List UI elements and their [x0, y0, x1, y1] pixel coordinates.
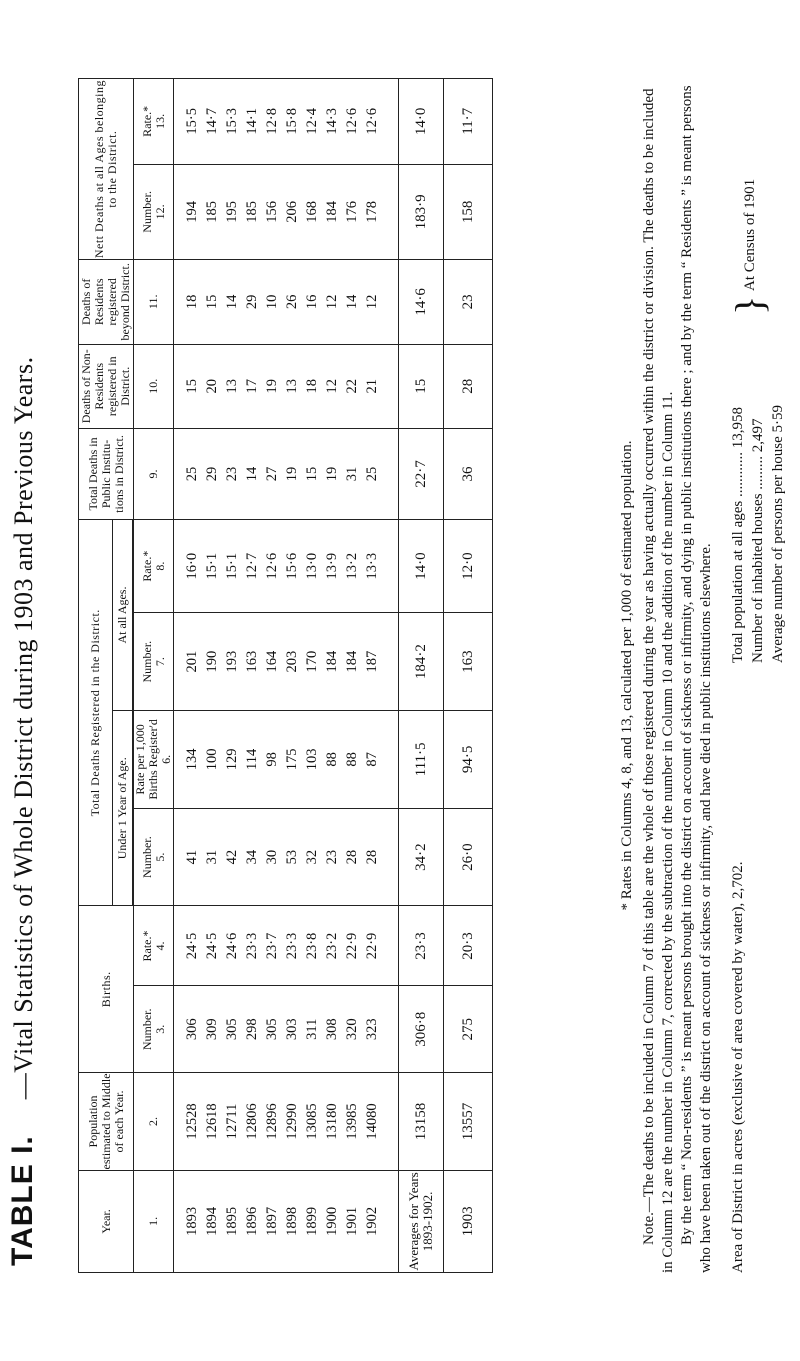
nett-rate-column	[174, 79, 399, 165]
cell-value: 24·6	[224, 932, 240, 960]
cell-value: 13·2	[344, 552, 360, 580]
cell-value: 29	[244, 294, 260, 310]
averages-row	[399, 79, 444, 1273]
cell-value: 23·3	[244, 932, 260, 960]
cell-value: 129	[224, 748, 240, 771]
current-population: 13557	[444, 1073, 493, 1171]
cell-value: 27	[264, 466, 280, 482]
cell-value: 13·3	[364, 552, 380, 580]
cell-value: 1902	[364, 1206, 380, 1236]
cell-value: 323	[364, 1018, 380, 1041]
nett-number-column	[174, 164, 399, 260]
current-nett-number: 158	[444, 164, 493, 260]
cell-value: 12990	[284, 1103, 300, 1140]
years-column	[174, 1170, 399, 1272]
current-public: 36	[444, 428, 493, 519]
cell-value: 13·9	[324, 552, 340, 580]
cell-value: 134	[184, 748, 200, 771]
header-under-1: Under 1 Year of Age.	[113, 711, 133, 906]
cell-value: 184	[344, 650, 360, 673]
cell-value: 15	[204, 294, 220, 310]
cell-value: 187	[364, 650, 380, 673]
cell-value: 1895	[224, 1206, 240, 1236]
cell-value: 185	[244, 201, 260, 223]
cell-value: 23·2	[324, 932, 340, 960]
cell-value: 21	[364, 378, 380, 394]
cell-value: 201	[184, 650, 200, 673]
cell-value: 12·6	[344, 108, 360, 135]
cell-value: 24·5	[204, 932, 220, 960]
cell-value: 15·1	[204, 552, 220, 580]
header-births: Births.	[79, 906, 134, 1073]
cell-value: 306	[184, 1018, 200, 1041]
header-nett-deaths: Nett Deaths at all Ages belonging to the District.	[79, 79, 134, 260]
avg-population: 13158	[399, 1073, 444, 1171]
cell-value: 103	[304, 748, 320, 771]
cell-value: 12806	[244, 1103, 260, 1140]
cell-value: 1896	[244, 1206, 260, 1236]
cell-value: 15·5	[184, 108, 200, 135]
cell-value: 18	[304, 378, 320, 394]
cell-value: 1894	[204, 1206, 220, 1236]
header-population: Population estimated to Middle of each Year.	[79, 1073, 134, 1171]
cell-value: 26	[284, 294, 300, 310]
cell-value: 15·3	[224, 108, 240, 135]
births-number-header: Number. 3.	[134, 986, 174, 1073]
col-number-11: 11.	[134, 260, 174, 344]
current-residents-beyond: 23	[444, 260, 493, 344]
under1-number-column	[174, 808, 399, 906]
cell-value: 20	[204, 378, 220, 394]
cell-value: 12·4	[304, 108, 320, 135]
all-rate-header: Rate.* 8.	[134, 520, 174, 613]
total-population-line: Total population at all ages ............ 13,958	[730, 407, 746, 663]
cell-value: 19	[264, 378, 280, 394]
cell-value: 13	[224, 378, 240, 394]
under1-rate-header: Rate per 1,000 Births Register'd 6.	[134, 711, 174, 809]
births-rate-header: Rate.* 4.	[134, 906, 174, 986]
cell-value: 31	[204, 849, 220, 865]
avg-nett-number: 183·9	[399, 164, 444, 260]
cell-value: 23	[324, 849, 340, 865]
cell-value: 13·0	[304, 552, 320, 580]
col-number-9: 9.	[134, 428, 174, 519]
rates-footnote: * Rates in Columns 4, 8, and 13, calculated per 1,000 of estimated population.	[619, 440, 635, 911]
cell-value: 156	[264, 201, 280, 223]
cell-value: 12	[364, 294, 380, 310]
current-all-number: 163	[444, 613, 493, 711]
under1-number-header: Number. 5.	[134, 808, 174, 906]
cell-value: 30	[264, 849, 280, 865]
under1-rate-column	[174, 711, 399, 809]
avg-non-residents: 15	[399, 344, 444, 428]
nett-rate-header: Rate.* 13.	[134, 79, 174, 165]
current-year: 1903	[444, 1170, 493, 1272]
header-total-public: Total Deaths in Public Institu- tions in District.	[79, 428, 134, 519]
nett-number-header: Number. 12.	[134, 164, 174, 260]
cell-value: 28	[344, 849, 360, 865]
population-column	[174, 1073, 399, 1171]
cell-value: 193	[224, 650, 240, 673]
cell-value: 13085	[304, 1103, 320, 1140]
avg-public: 22·7	[399, 428, 444, 519]
cell-value: 12618	[204, 1103, 220, 1140]
cell-value: 12711	[224, 1103, 240, 1140]
cell-value: 298	[244, 1018, 260, 1041]
current-births-number: 275	[444, 986, 493, 1073]
cell-value: 10	[264, 294, 280, 310]
cell-value: 88	[324, 752, 340, 767]
cell-value: 1898	[284, 1206, 300, 1236]
col-number-1: 1.	[134, 1170, 174, 1272]
cell-value: 163	[244, 650, 260, 673]
brace-icon: }	[727, 295, 772, 315]
cell-value: 1897	[264, 1206, 280, 1236]
cell-value: 18	[184, 294, 200, 310]
cell-value: 311	[304, 1018, 320, 1040]
cell-value: 29	[204, 466, 220, 482]
cell-value: 184	[324, 650, 340, 673]
cell-value: 14	[224, 294, 240, 310]
header-total-deaths: Total Deaths Registered in the District.	[79, 520, 113, 907]
table-notes	[618, 78, 716, 1273]
cell-value: 303	[284, 1018, 300, 1041]
cell-value: 190	[204, 650, 220, 673]
cell-value: 19	[284, 466, 300, 482]
cell-value: 100	[204, 748, 220, 771]
residents-beyond-column	[174, 260, 399, 344]
avg-births-rate: 23·3	[399, 906, 444, 986]
averages-label: Averages for Years 1893-1902.	[399, 1170, 444, 1272]
cell-value: 12	[324, 294, 340, 310]
cell-value: 12	[324, 378, 340, 394]
cell-value: 53	[284, 849, 300, 865]
cell-value: 308	[324, 1018, 340, 1041]
cell-value: 12·6	[264, 552, 280, 580]
cell-value: 1900	[324, 1206, 340, 1236]
cell-value: 32	[304, 849, 320, 865]
avg-residents-beyond: 14·6	[399, 260, 444, 344]
cell-value: 14·3	[324, 108, 340, 135]
cell-value: 19	[324, 466, 340, 482]
cell-value: 17	[244, 378, 260, 394]
cell-value: 16·0	[184, 552, 200, 580]
current-births-rate: 20·3	[444, 906, 493, 986]
cell-value: 185	[204, 201, 220, 223]
cell-value: 34	[244, 849, 260, 865]
avg-all-rate: 14·0	[399, 520, 444, 613]
table-title: —Vital Statistics of Whole District during 1903 and Previous Years.	[9, 356, 38, 1100]
cell-value: 164	[264, 650, 280, 673]
cell-value: 1901	[344, 1206, 360, 1236]
persons-per-house-line: Average number of persons per house 5·59	[770, 405, 786, 663]
cell-value: 1893	[184, 1206, 200, 1236]
cell-value: 1899	[304, 1206, 320, 1236]
cell-value: 23·8	[304, 932, 320, 960]
area-statement: Area of District in acres (exclusive of area covered by water), 2,702.	[730, 861, 746, 1273]
cell-value: 176	[344, 201, 360, 223]
cell-value: 87	[364, 752, 380, 767]
cell-value: 195	[224, 201, 240, 223]
cell-value: 98	[264, 752, 280, 767]
current-all-rate: 12·0	[444, 520, 493, 613]
inhabited-houses-line: Number of inhabited houses ......... 2,497	[750, 418, 766, 663]
non-residents-column	[174, 344, 399, 428]
cell-value: 305	[224, 1018, 240, 1041]
current-non-residents: 28	[444, 344, 493, 428]
cell-value: 14·7	[204, 108, 220, 135]
all-number-header: Number. 7.	[134, 613, 174, 711]
cell-value: 42	[224, 849, 240, 865]
cell-value: 23·7	[264, 932, 280, 960]
cell-value: 41	[184, 849, 200, 865]
census-label: At Census of 1901	[742, 178, 758, 291]
cell-value: 31	[344, 466, 360, 482]
births-number-column	[174, 986, 399, 1073]
definitions-paragraph: By the term “ Non-residents ” is meant persons brought into the district on account of sickness or infirmity, and dying in public institutions there ; and by the term “ Residents ” is meant persons who have been taken out of the district on account of sickness or infirmity, and have died in public institutions elsewhere.	[679, 85, 714, 1273]
cell-value: 175	[284, 748, 300, 771]
cell-value: 12·8	[264, 108, 280, 135]
avg-under1-rate: 111·5	[399, 711, 444, 809]
note-paragraph: Note.—The deaths to be included in Column 7 of this table are the whole of those registered during the year as having actually occurred within the district or division. The deaths to be included in Column 12 are the number in Column 7, corrected by the subtraction of the number in Column 10 and the addition of the number in Column 11.	[641, 88, 676, 1273]
public-institutions-column	[174, 428, 399, 519]
cell-value: 15	[304, 466, 320, 482]
avg-births-number: 306·8	[399, 986, 444, 1073]
cell-value: 12896	[264, 1103, 280, 1140]
cell-value: 14080	[364, 1103, 380, 1140]
cell-value: 184	[324, 201, 340, 223]
cell-value: 203	[284, 650, 300, 673]
header-year: Year.	[79, 1170, 134, 1272]
avg-all-number: 184·2	[399, 613, 444, 711]
cell-value: 22	[344, 378, 360, 394]
cell-value: 305	[264, 1018, 280, 1041]
vital-statistics-table	[78, 78, 493, 1273]
cell-value: 15·8	[284, 108, 300, 135]
cell-value: 14	[244, 466, 260, 482]
cell-value: 168	[304, 201, 320, 223]
cell-value: 15·6	[284, 552, 300, 580]
cell-value: 15	[184, 378, 200, 394]
avg-under1-number: 34·2	[399, 808, 444, 906]
header-residents-beyond: Deaths of Residents registered beyond District.	[79, 260, 134, 344]
cell-value: 22·9	[364, 932, 380, 960]
cell-value: 194	[184, 201, 200, 223]
cell-value: 114	[244, 748, 260, 771]
table-label: TABLE I.	[6, 1135, 39, 1266]
current-year-row	[444, 79, 493, 1273]
col-number-10: 10.	[134, 344, 174, 428]
census-figures	[727, 178, 788, 663]
cell-value: 88	[344, 752, 360, 767]
cell-value: 16	[304, 294, 320, 310]
cell-value: 13	[284, 378, 300, 394]
cell-value: 24·5	[184, 932, 200, 960]
cell-value: 28	[364, 849, 380, 865]
cell-value: 12·7	[244, 552, 260, 580]
cell-value: 178	[364, 201, 380, 223]
cell-value: 14	[344, 294, 360, 310]
cell-value: 309	[204, 1018, 220, 1041]
cell-value: 170	[304, 650, 320, 673]
cell-value: 14·1	[244, 108, 260, 135]
cell-value: 23·3	[284, 932, 300, 960]
cell-value: 22·9	[344, 932, 360, 960]
avg-nett-rate: 14·0	[399, 79, 444, 165]
cell-value: 320	[344, 1018, 360, 1041]
header-all-ages: At all Ages.	[113, 520, 133, 711]
cell-value: 15·1	[224, 552, 240, 580]
page-heading	[6, 66, 40, 1266]
all-rate-column	[174, 520, 399, 613]
cell-value: 25	[184, 466, 200, 482]
cell-value: 206	[284, 201, 300, 223]
current-under1-rate: 94·5	[444, 711, 493, 809]
cell-value: 13180	[324, 1103, 340, 1140]
births-rate-column	[174, 906, 399, 986]
current-under1-number: 26·0	[444, 808, 493, 906]
cell-value: 25	[364, 466, 380, 482]
header-non-residents: Deaths of Non- Residents registered in District.	[79, 344, 134, 428]
col-number-2: 2.	[134, 1073, 174, 1171]
cell-value: 12528	[184, 1103, 200, 1140]
all-number-column	[174, 613, 399, 711]
cell-value: 13985	[344, 1103, 360, 1140]
current-nett-rate: 11·7	[444, 79, 493, 165]
cell-value: 12·6	[364, 108, 380, 135]
cell-value: 23	[224, 466, 240, 482]
